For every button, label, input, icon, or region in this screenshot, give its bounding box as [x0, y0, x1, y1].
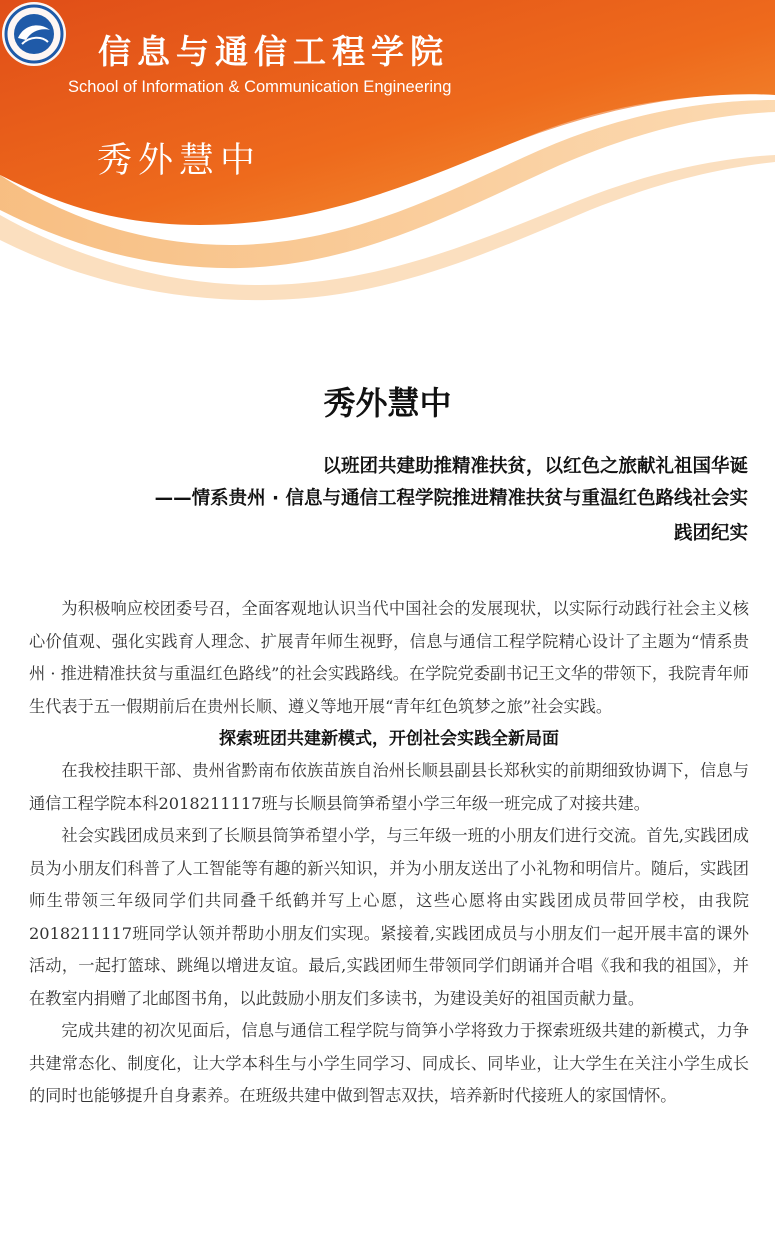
article-subtitle-line1: 以班团共建助推精准扶贫，以红色之旅献礼祖国华诞 — [322, 456, 748, 477]
article-title: 秀外慧中 — [323, 384, 452, 422]
intro-paragraph: 为积极响应校团委号召，全面客观地认识当代中国社会的发展现状，以实际行动践行社会主义核心价值观、强化实践育人理念、扩展青年师生视野，信息与通信工程学院精心设计了主题为“情系贵州 · 推进精准扶贫与重温红色路线”的社会实践路线。在学院党委副书记王文华的带领下，我院青年师生代表于五一假期前后在贵州长顺、遵义等地开展“青年红色筑梦之旅”社会实践。 — [29, 599, 749, 716]
college-name-cn: 信息与通信工程学院 — [98, 32, 449, 71]
bupt-logo-icon — [0, 0, 68, 68]
college-name-en: School of Information & Communication Engineering — [68, 78, 452, 96]
section-tag: 秀外慧中 — [97, 141, 262, 181]
article-body — [29, 593, 749, 1113]
body-paragraph-1: 在我校挂职干部、贵州省黔南布依族苗族自治州长顺县副县长郑秋实的前期细致协调下，信息与通信工程学院本科2018211117班与长顺县筒笋希望小学三年级一班完成了对接共建。 — [29, 761, 749, 813]
article-subtitle-line3: 践团纪实 — [673, 523, 748, 544]
article-subtitle-line2: ——情系贵州 · 信息与通信工程学院推进精准扶贫与重温红色路线社会实 — [154, 488, 748, 509]
section-heading: 探索班团共建新模式，开创社会实践全新局面 — [219, 729, 559, 749]
body-paragraph-3: 完成共建的初次见面后，信息与通信工程学院与筒笋小学将致力于探索班级共建的新模式，力争共建常态化、制度化，让大学本科生与小学生同学习、同成长、同毕业，让大学生在关注小学生成长的同时也能够提升自身素养。在班级共建中做到智志双扶，培养新时代接班人的家国情怀。 — [29, 1021, 749, 1105]
header-banner — [0, 0, 775, 310]
body-paragraph-2: 社会实践团成员来到了长顺县筒笋希望小学，与三年级一班的小朋友们进行交流。首先,实践团成员为小朋友们科普了人工智能等有趣的新兴知识，并为小朋友送出了小礼物和明信片。随后，实践团师生带领三年级同学们共同叠千纸鹤并写上心愿，这些心愿将由实践团成员带回学校，由我院2018211117班同学认领并帮助小朋友们实现。紧接着,实践团成员与小朋友们一起开展丰富的课外活动，一起打篮球、跳绳以增进友谊。最后,实践团师生带领同学们朗诵并合唱《我和我的祖国》，并在教室内捐赠了北邮图书角，以此鼓励小朋友们多读书，为建设美好的祖国贡献力量。 — [29, 826, 749, 1008]
